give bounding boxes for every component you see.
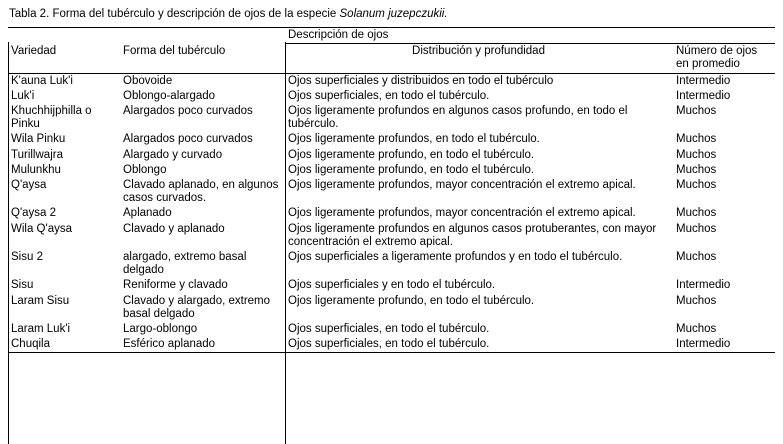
cell-numero: Muchos (676, 323, 717, 336)
cell-numero: Muchos (676, 163, 717, 176)
cell-forma: Largo-oblongo (123, 323, 198, 336)
cell-forma: Reniforme y clavado (123, 279, 228, 292)
cell-variedad: Laram Luk'i (11, 323, 71, 336)
cell-distribucion: Ojos superficiales, en todo el tubérculo. (285, 337, 673, 353)
cell-distribucion: Ojos superficiales, en todo el tubérculo. (288, 89, 490, 102)
cell-numero: Muchos (676, 251, 717, 264)
cell-distribucion: Ojos superficiales, en todo el tubérculo. (288, 323, 490, 336)
header-spacer-1 (8, 28, 120, 44)
cell-numero: Intermedio (676, 89, 731, 102)
cell-numero: Intermedio (676, 279, 731, 292)
header-distribucion: Distribución y profundidad (412, 45, 545, 58)
cell-numero: Muchos (676, 133, 717, 146)
table-row (8, 73, 775, 89)
cell-variedad: K'auna Luk'i (8, 73, 120, 89)
cell-numero: Muchos (676, 148, 717, 161)
column-divider-left (8, 42, 9, 444)
header-row (8, 44, 775, 73)
table-row (8, 89, 775, 104)
cell-forma: Clavado y alargado, extremo basal delgado (123, 294, 271, 320)
cell-numero: Intermedio (673, 73, 775, 89)
header-spacer-2 (120, 28, 285, 44)
cell-variedad: Wila Q'aysa (11, 222, 72, 235)
cell-variedad: Wila Pinku (11, 133, 66, 146)
cell-variedad: Turillwajra (11, 148, 63, 161)
table-row (8, 294, 775, 322)
cell-distribucion: Ojos ligeramente profundo, en todo el tubérculo. (288, 294, 535, 307)
cell-variedad: Q'aysa 2 (11, 207, 57, 220)
cell-distribucion: Ojos superficiales y distribuidos en todo el tubérculo (285, 73, 673, 89)
cell-forma: Oblongo-alargado (123, 89, 216, 102)
cell-forma: Aplanado (123, 207, 172, 220)
table-row (8, 163, 775, 178)
cell-variedad: Sisu 2 (11, 251, 43, 264)
cell-distribucion: Ojos ligeramente profundo, en todo el tubérculo. (288, 163, 535, 176)
table-row (8, 337, 775, 353)
table-row (8, 148, 775, 163)
cell-numero: Muchos (676, 294, 717, 307)
table-body (8, 73, 775, 353)
header-numero-line2: en promedio (676, 58, 740, 71)
cell-forma: alargado, extremo basal delgado (123, 251, 247, 277)
table-row (8, 132, 775, 147)
cell-forma: Alargados poco curvados (123, 105, 253, 118)
cell-forma: Clavado aplanado, en algunos casos curvados. (123, 179, 279, 205)
cell-distribucion: Ojos ligeramente profundos, mayor concentración el extremo apical. (288, 207, 636, 220)
table-row (8, 178, 775, 206)
header-numero-line1: Número de ojos (676, 45, 758, 58)
cell-variedad: Sisu (11, 279, 34, 292)
header-variedad: Variedad (11, 44, 57, 57)
cell-distribucion: Ojos ligeramente profundos, mayor concentración el extremo apical. (288, 179, 636, 192)
cell-numero: Muchos (676, 222, 717, 235)
cell-distribucion: Ojos superficiales a ligeramente profundos y en todo el tubérculo. (288, 251, 623, 264)
cell-forma: Obovoide (120, 73, 285, 89)
header-group-row (8, 28, 775, 44)
cell-variedad: Luk'i (11, 89, 35, 102)
cell-variedad: Chuqila (8, 337, 120, 353)
table-caption (9, 7, 775, 21)
tubercle-description-table (8, 27, 775, 353)
table-row (8, 250, 775, 278)
cell-forma: Esférico aplanado (120, 337, 285, 353)
table-row (8, 104, 775, 132)
table-row (8, 278, 775, 293)
table-head (8, 28, 775, 74)
cell-distribucion: Ojos superficiales y en todo el tubérculo. (288, 279, 496, 292)
header-numero (673, 44, 775, 73)
cell-distribucion: Ojos ligeramente profundos, en todo el tubérculo. (288, 133, 540, 146)
column-divider-right (285, 42, 286, 444)
cell-variedad: Q'aysa (11, 179, 47, 192)
caption-prefix: Tabla 2. Forma del tubérculo y descripción de ojos de la especie (9, 8, 340, 20)
cell-numero: Muchos (676, 105, 717, 118)
cell-numero: Muchos (676, 207, 717, 220)
header-ojos-group: Descripción de ojos (285, 28, 775, 44)
table-row (8, 222, 775, 250)
cell-forma: Clavado y aplanado (123, 222, 225, 235)
cell-distribucion: Ojos ligeramente profundos en algunos casos protuberantes, con mayor concentración el extremo apical. (288, 222, 657, 248)
cell-variedad: Laram Sisu (11, 294, 70, 307)
table-row (8, 322, 775, 337)
cell-forma: Alargado y curvado (123, 148, 223, 161)
cell-numero: Muchos (676, 179, 717, 192)
cell-forma: Alargados poco curvados (123, 133, 253, 146)
cell-variedad: Mulunkhu (11, 163, 61, 176)
cell-numero: Intermedio (673, 337, 775, 353)
cell-distribucion: Ojos ligeramente profundos en algunos casos profundo, en todo el tubérculo. (288, 105, 628, 131)
cell-variedad: Khuchhijphilla o Pinku (11, 105, 92, 131)
cell-forma: Oblongo (123, 163, 167, 176)
table-row (8, 206, 775, 221)
header-forma: Forma del tubérculo (123, 44, 226, 57)
cell-distribucion: Ojos ligeramente profundo, en todo el tubérculo. (288, 148, 535, 161)
caption-species: Solanum juzepczukii. (339, 8, 448, 20)
